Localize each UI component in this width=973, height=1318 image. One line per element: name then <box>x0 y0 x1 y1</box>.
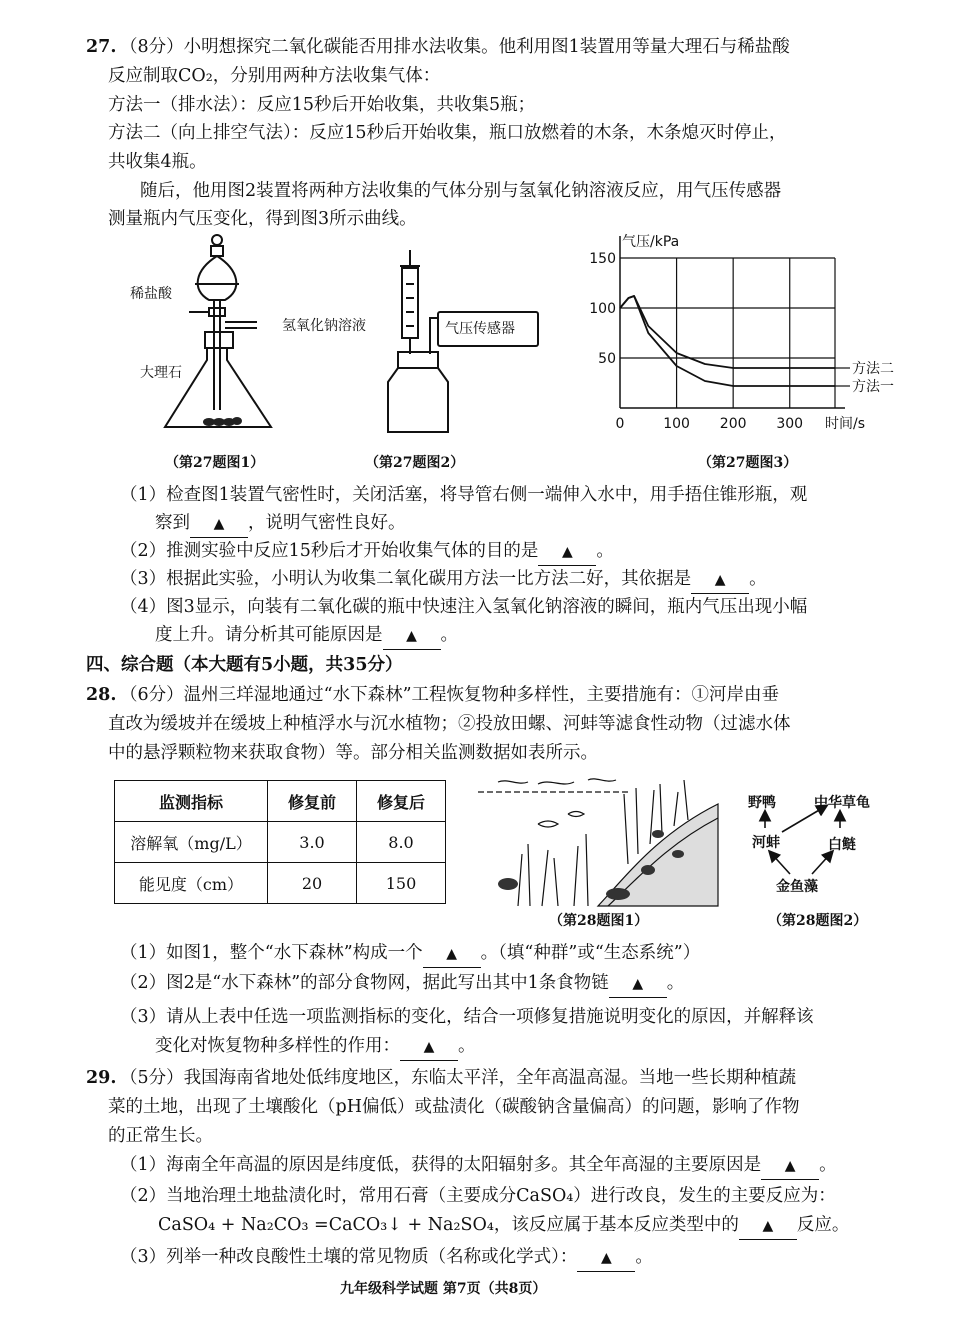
series-label: 方法二 <box>852 361 894 377</box>
q27-sub4-line2: 度上升。请分析其可能原因是 ▲ 。 <box>155 622 458 650</box>
answer-blank[interactable]: ▲ <box>609 971 667 998</box>
q27-method1: 方法一（排水法）：反应15秒后开始收集，共收集5瓶； <box>108 95 536 115</box>
table-cell: 3.0 <box>268 822 357 863</box>
q27-text-line6: 随后，他用图2装置将两种方法收集的气体分别与氢氧化钠溶液反应，用气压传感器 <box>140 181 782 201</box>
q29-text-line2: 菜的土地，出现了土壤酸化（pH偏低）或盐渍化（碳酸钠含量偏高）的问题，影响了作物 <box>108 1097 800 1117</box>
q27-figure2-apparatus <box>380 248 540 438</box>
answer-blank[interactable]: ▲ <box>400 1034 458 1061</box>
y-axis-label: 气压/kPa <box>622 234 680 250</box>
table-header: 监测指标 <box>115 781 268 822</box>
q28-monitoring-table <box>114 780 446 904</box>
q28-sub3-line2: 变化对恢复物种多样性的作用： ▲ 。 <box>155 1033 476 1061</box>
food-web-mussel: 河蚌 <box>752 835 780 851</box>
x-tick-label: 200 <box>719 416 747 432</box>
table-cell: 能见度（cm） <box>115 863 268 904</box>
answer-blank[interactable]: ▲ <box>423 941 481 968</box>
q29-sub1: （1）海南全年高温的原因是纬度低，获得的太阳辐射多。其全年高湿的主要原因是 ▲ 。 <box>120 1152 837 1180</box>
table-cell: 溶解氧（mg/L） <box>115 822 268 863</box>
q27-sub1-line1: （1）检查图1装置气密性时，关闭活塞，将导管右侧一端伸入水中，用手捂住锥形瓶，观 <box>120 485 808 505</box>
q27-text-line7: 测量瓶内气压变化，得到图3所示曲线。 <box>108 209 417 229</box>
series-line <box>620 296 835 386</box>
label-marble: 大理石 <box>140 365 182 381</box>
q27-fig2-caption: （第27题图2） <box>365 455 465 471</box>
q27-figure3-pressure-chart <box>585 228 894 443</box>
table-cell: 20 <box>268 863 357 904</box>
table-header: 修复后 <box>357 781 446 822</box>
q29-text-line3: 的正常生长。 <box>108 1126 213 1146</box>
q27-text-line1: （8分）小明想探究二氧化碳能否用排水法收集。他利用图1装置用等量大理石与稀盐酸 <box>120 37 790 57</box>
label-dilute-hcl: 稀盐酸 <box>130 286 172 302</box>
table-row <box>115 863 446 904</box>
q27-method2: 方法二（向上排空气法）：反应15秒后开始收集，瓶口放燃着的木条，木条熄灭时停止， <box>108 123 787 143</box>
q29-sub2-line1: （2）当地治理土地盐渍化时，常用石膏（主要成分CaSO₄）进行改良，发生的主要反应为： <box>120 1186 836 1206</box>
answer-blank[interactable]: ▲ <box>577 1245 635 1272</box>
food-web-silver-carp: 白鲢 <box>828 837 856 853</box>
y-tick-label: 100 <box>589 301 616 317</box>
q28-text-line3: 中的悬浮颗粒物来获取食物）等。部分相关监测数据如表所示。 <box>108 743 598 763</box>
q28-sub3-line1: （3）请从上表中任选一项监测指标的变化，结合一项修复措施说明变化的原因，并解释该 <box>120 1007 814 1027</box>
q28-number: 28. <box>86 685 117 705</box>
food-web-hornwort: 金鱼藻 <box>776 879 818 895</box>
q27-fig3-caption: （第27题图3） <box>698 455 798 471</box>
page-footer: 九年级科学试题 第7页（共8页） <box>340 1281 547 1297</box>
series-label: 方法一 <box>852 379 894 395</box>
q27-method2-cont: 共收集4瓶。 <box>108 152 207 172</box>
q27-sub4-line1: （4）图3显示，向装有二氧化碳的瓶中快速注入氢氧化钠溶液的瞬间，瓶内气压出现小幅 <box>120 597 808 617</box>
q27-sub1-line2: 察到 ▲ ，说明气密性良好。 <box>155 510 406 538</box>
q29-number: 29. <box>86 1068 117 1088</box>
table-row <box>115 822 446 863</box>
table-cell: 150 <box>357 863 446 904</box>
section4-heading: 四、综合题（本大题有5小题，共35分） <box>86 655 403 675</box>
q29-sub3: （3）列举一种改良酸性土壤的常见物质（名称或化学式）： ▲ 。 <box>120 1244 653 1272</box>
answer-blank[interactable]: ▲ <box>383 623 441 650</box>
food-web-turtle: 中华草龟 <box>814 795 870 811</box>
y-tick-label: 150 <box>589 251 616 267</box>
table-header-row <box>115 781 446 822</box>
series-line <box>620 296 835 368</box>
q28-figure1-wetland-illustration <box>478 774 718 906</box>
label-pressure-sensor: 气压传感器 <box>445 321 515 337</box>
q28-fig2-caption: （第28题图2） <box>768 913 868 929</box>
q27-figure1-apparatus <box>125 232 275 442</box>
x-tick-label: 0 <box>615 416 625 432</box>
q27-text-line2: 反应制取CO₂，分别用两种方法收集气体： <box>108 66 441 86</box>
q29-text-line1: （5分）我国海南省地处低纬度地区，东临太平洋，全年高温高湿。当地一些长期种植蔬 <box>120 1068 797 1088</box>
q28-sub2: （2）图2是“水下森林”的部分食物网，据此写出其中1条食物链 ▲ 。 <box>120 970 684 998</box>
answer-blank[interactable]: ▲ <box>761 1153 819 1180</box>
table-cell: 8.0 <box>357 822 446 863</box>
answer-blank[interactable]: ▲ <box>691 567 749 594</box>
table-header: 修复前 <box>268 781 357 822</box>
q29-sub2-equation: CaSO₄ + Na₂CO₃ =CaCO₃↓ + Na₂SO₄，该反应属于基本反应类型中的 ▲ 反应。 <box>158 1212 849 1240</box>
x-axis-label: 时间/s <box>825 416 866 432</box>
label-naoh-solution: 氢氧化钠溶液 <box>282 318 366 334</box>
q28-fig1-caption: （第28题图1） <box>549 913 649 929</box>
q27-sub3: （3）根据此实验，小明认为收集二氧化碳用方法一比方法二好，其依据是 ▲ 。 <box>120 566 767 594</box>
q27-sub2: （2）推测实验中反应15秒后才开始收集气体的目的是 ▲ 。 <box>120 538 614 566</box>
q28-text-line2: 直改为缓坡并在缓坡上种植浮水与沉水植物；②投放田螺、河蚌等滤食性动物（过滤水体 <box>108 714 791 734</box>
answer-blank[interactable]: ▲ <box>739 1213 797 1240</box>
x-tick-label: 100 <box>663 416 690 432</box>
x-tick-label: 300 <box>776 416 804 432</box>
q27-number: 27. <box>86 37 117 57</box>
q27-fig1-caption: （第27题图1） <box>165 455 265 471</box>
answer-blank[interactable]: ▲ <box>538 539 596 566</box>
q28-text-line1: （6分）温州三垟湿地通过“水下森林”工程恢复物种多样性，主要措施有：①河岸由垂 <box>120 685 780 705</box>
y-tick-label: 50 <box>598 351 616 367</box>
food-web-wild-duck: 野鸭 <box>748 795 776 811</box>
answer-blank[interactable]: ▲ <box>190 511 248 538</box>
q28-sub1: （1）如图1，整个“水下森林”构成一个 ▲ 。（填“种群”或“生态系统”） <box>120 940 700 968</box>
